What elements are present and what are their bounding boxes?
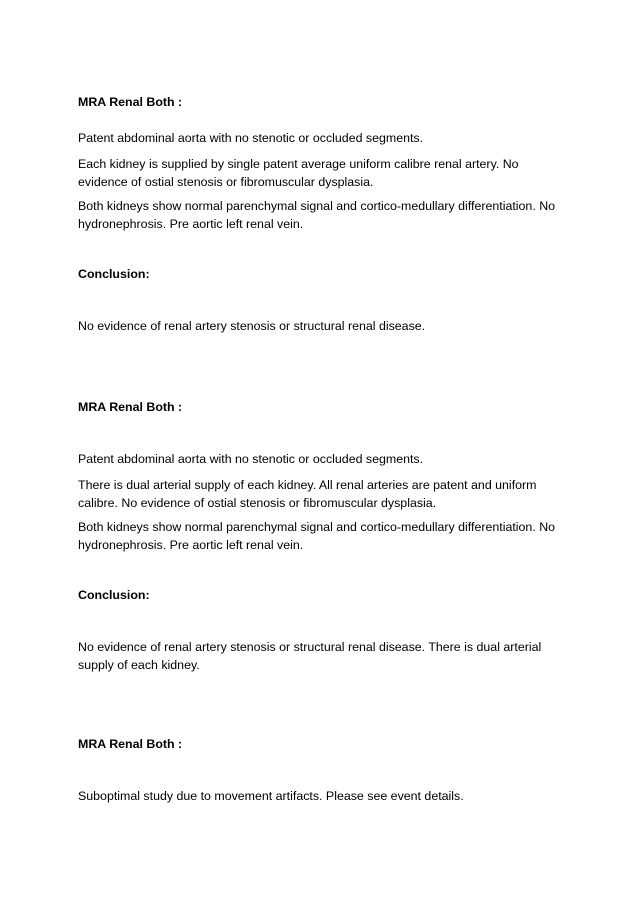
conclusion-heading: Conclusion: <box>78 267 150 281</box>
finding-paragraph: Both kidneys show normal parenchymal signal and cortico-medullary differentiation. No hydronephrosis. Pre aortic left renal vein. <box>78 520 556 552</box>
report-heading: MRA Renal Both : <box>78 95 183 109</box>
finding-paragraph: Patent abdominal aorta with no stenotic or occluded segments. <box>78 452 424 466</box>
finding-paragraph: Patent abdominal aorta with no stenotic or occluded segments. <box>78 131 424 145</box>
conclusion-text: No evidence of renal artery stenosis or structural renal disease. <box>78 319 426 333</box>
conclusion-heading: Conclusion: <box>78 588 150 602</box>
finding-paragraph: Each kidney is supplied by single patent average uniform calibre renal artery. No evidence of ostial stenosis or fibromuscular dysplasia. <box>78 157 519 189</box>
finding-paragraph: There is dual arterial supply of each kidney. All renal arteries are patent and uniform calibre. No evidence of ostial stenosis or fibromuscular dysplasia. <box>78 478 537 510</box>
report-heading: MRA Renal Both : <box>78 400 183 414</box>
finding-paragraph: Both kidneys show normal parenchymal signal and cortico-medullary differentiation. No hydronephrosis. Pre aortic left renal vein. <box>78 199 556 231</box>
conclusion-text: No evidence of renal artery stenosis or structural renal disease. There is dual arterial supply of each kidney. <box>78 640 542 672</box>
report-heading: MRA Renal Both : <box>78 737 183 751</box>
finding-paragraph: Suboptimal study due to movement artifacts. Please see event details. <box>78 789 464 803</box>
